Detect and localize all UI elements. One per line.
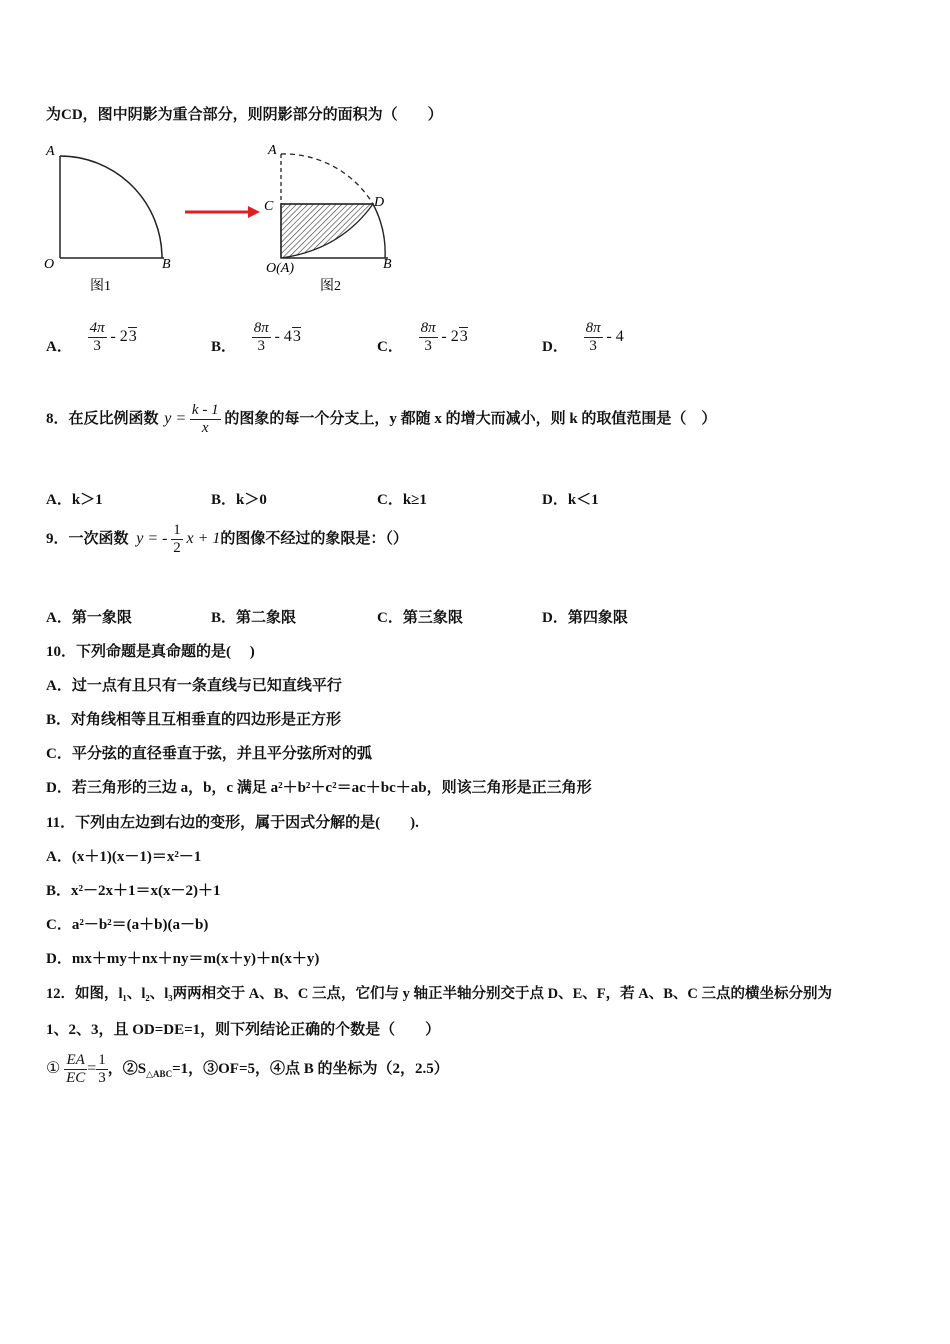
q11-option-b[interactable]: B．x²－2x＋1＝x(x－2)＋1: [46, 883, 221, 899]
q11-option-a[interactable]: A．(x＋1)(x－1)＝x²－1: [46, 849, 202, 865]
q9-stem: 9．一次函数 y = - $\frac{1}{2}$ x + 1的图像不经过的象限是：（）: [46, 522, 408, 556]
q9-option-a[interactable]: A．第一象限: [46, 610, 132, 626]
q9-option-c[interactable]: C．第三象限: [377, 610, 463, 626]
q8-option-c[interactable]: C．k≥1: [377, 492, 427, 508]
q10-stem: 10．下列命题是真命题的是( ): [46, 644, 255, 660]
q10-option-b[interactable]: B．对角线相等且互相垂直的四边形是正方形: [46, 712, 342, 728]
q7-option-a[interactable]: A． $\frac{4\pi}{3}$ - 23: [46, 320, 137, 355]
label-O: O: [44, 257, 55, 272]
q8-option-d[interactable]: D．k＜1: [542, 492, 599, 508]
q8-option-a[interactable]: A．k＞1: [46, 492, 103, 508]
label-OA: O(A): [266, 261, 294, 276]
label-A: A: [46, 144, 55, 159]
q8-stem: 8．在反比例函数 y = $\frac{k - 1}{x}$ 的图象的每一个分支上，y 都随 x 的增大而减小，则 k 的取值范围是（ ）: [46, 402, 717, 436]
label-B: B: [162, 257, 171, 272]
q8-option-b[interactable]: B．k＞0: [211, 492, 267, 508]
q12-statements: ① $\frac{EA}{EC}$ = $\frac{1}{3}$ ，$②S_{\triangle ABC}=1$，③OF=5，④点 B 的坐标为（2，2.5）: [46, 1052, 449, 1086]
q12-stem-line1: 12．如图，l₁、l₂、l₃两两相交于 A、B、C 三点，它们与 y 轴正半轴分别交于点 D、E、F，若 A、B、C 三点的横坐标分别为: [46, 986, 832, 1002]
q11-stem: 11．下列由左边到右边的变形，属于因式分解的是( ).: [46, 815, 419, 831]
q7-option-c[interactable]: C． $\frac{8\pi}{3}$ - 23: [377, 320, 468, 355]
label-C: C: [264, 199, 274, 214]
intro-line: 为CD，图中阴影为重合部分，则阴影部分的面积为（ ）: [46, 107, 443, 123]
fig2-caption: 图2: [320, 279, 341, 294]
label-D: D: [374, 195, 385, 210]
q10-option-a[interactable]: A．过一点有且只有一条直线与已知直线平行: [46, 678, 342, 694]
red-arrow-icon: [185, 206, 260, 218]
q12-stem-line2: 1、2、3，且 OD=DE=1，则下列结论正确的个数是（ ）: [46, 1022, 441, 1038]
geometry-figure: [40, 138, 420, 303]
figure-1: [44, 144, 171, 294]
figure-2: [264, 143, 392, 294]
q11-option-d[interactable]: D．mx＋my＋nx＋ny＝m(x＋y)＋n(x＋y): [46, 951, 320, 967]
label-A2: A: [268, 143, 277, 158]
q10-option-c[interactable]: C．平分弦的直径垂直于弦，并且平分弦所对的弧: [46, 746, 372, 762]
label-B2: B: [383, 257, 392, 272]
q7-option-b[interactable]: B． $\frac{8\pi}{3}$ - 43: [211, 320, 301, 355]
q10-option-d[interactable]: D．若三角形的三边 a，b，c 满足 a²＋b²＋c²＝ac＋bc＋ab，则该三角形是正三角形: [46, 780, 592, 796]
q7-option-d[interactable]: D． $\frac{8\pi}{3}$ - 4: [542, 320, 624, 355]
q11-option-c[interactable]: C．a²－b²＝(a＋b)(a－b): [46, 917, 209, 933]
q9-option-b[interactable]: B．第二象限: [211, 610, 297, 626]
fig1-caption: 图1: [90, 279, 111, 294]
q9-option-d[interactable]: D．第四象限: [542, 610, 628, 626]
